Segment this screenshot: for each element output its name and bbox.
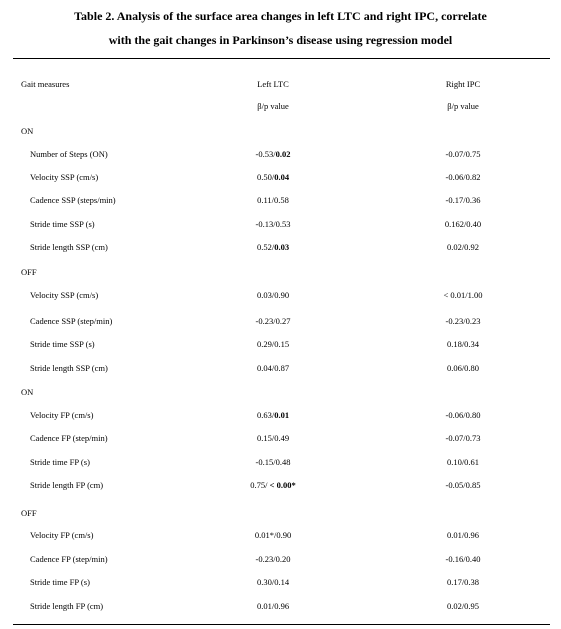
table-row: [0, 149, 561, 163]
table-title-line-2: with the gait changes in Parkinson’s disease using regression model: [108, 33, 453, 47]
right-ipc-value: -0.16/0.40: [445, 554, 481, 564]
left-ltc-value: [213, 363, 333, 373]
gait-measure-label: Cadence SSP (step/min): [30, 316, 113, 326]
left-ltc-beta: 0.04/: [256, 363, 275, 373]
table-row: [0, 480, 561, 494]
gait-measure-label: Stride length FP (cm): [30, 480, 104, 490]
left-ltc-value: [213, 242, 333, 252]
right-ipc-value: -0.17/0.36: [445, 195, 481, 205]
table-row: [0, 195, 561, 209]
left-ltc-beta: 0.01*/: [254, 530, 277, 540]
table-row: [0, 457, 561, 471]
section-label: OFF: [21, 267, 37, 277]
gait-measure-label: Stride length SSP (cm): [30, 242, 108, 252]
left-ltc-beta: 0.63/: [256, 410, 275, 420]
right-ipc-value: 0.02/0.92: [446, 242, 480, 252]
left-ltc-value: [213, 530, 333, 540]
left-ltc-p-value: 0.58: [274, 195, 289, 205]
header-right-ipc: Right IPC: [445, 79, 481, 89]
right-ipc-value: 0.17/0.38: [446, 577, 480, 587]
right-ipc-value: 0.02/0.95: [446, 601, 480, 611]
left-ltc-beta: 0.50/: [256, 172, 275, 182]
section-label: OFF: [21, 508, 37, 518]
right-ipc-value: 0.06/0.80: [446, 363, 480, 373]
section-label: ON: [21, 387, 34, 397]
left-ltc-p-value: 0.53: [275, 219, 291, 229]
gait-measure-label: Velocity FP (cm/s): [30, 410, 94, 420]
left-ltc-value: [213, 219, 333, 229]
left-ltc-beta: 0.15/: [256, 433, 275, 443]
table-row: [0, 339, 561, 353]
left-ltc-beta: -0.53/: [255, 149, 276, 159]
left-ltc-value: [213, 410, 333, 420]
left-ltc-value: [213, 290, 333, 300]
right-ipc-value: -0.23/0.23: [445, 316, 481, 326]
table-row: [0, 577, 561, 591]
left-ltc-value: [213, 554, 333, 564]
left-ltc-value: [213, 316, 333, 326]
left-ltc-value: [213, 601, 333, 611]
left-ltc-p-value: 0.03: [274, 242, 290, 252]
left-ltc-p-value: 0.49: [274, 433, 290, 443]
left-ltc-value: [213, 457, 333, 467]
left-ltc-p-value: 0.90: [274, 290, 290, 300]
right-ipc-value: 0.10/0.61: [446, 457, 480, 467]
left-ltc-p-value: 0.04: [274, 172, 290, 182]
left-ltc-p-value: < 0.00*: [269, 480, 296, 490]
header-gait-measures: Gait measures: [21, 79, 70, 89]
left-ltc-p-value: 0.14: [274, 577, 290, 587]
gait-measure-label: Stride time FP (s): [30, 457, 90, 467]
table-row: [0, 530, 561, 544]
left-ltc-beta: -0.13/: [255, 219, 276, 229]
table-top-rule: [13, 58, 550, 59]
gait-measure-label: Number of Steps (ON): [30, 149, 108, 159]
left-ltc-p-value: 0.96: [274, 601, 290, 611]
left-ltc-beta: -0.15/: [255, 457, 276, 467]
left-ltc-beta: -0.23/: [255, 316, 276, 326]
gait-measure-label: Stride length FP (cm): [30, 601, 104, 611]
table-row: [0, 433, 561, 447]
gait-measure-label: Stride time SSP (s): [30, 339, 95, 349]
table-row: [0, 363, 561, 377]
left-ltc-value: [213, 433, 333, 443]
table-row: [0, 290, 561, 304]
table-row: [0, 410, 561, 424]
right-ipc-value: -0.07/0.73: [445, 433, 481, 443]
gait-measure-label: Stride length SSP (cm): [30, 363, 108, 373]
header-left-ltc-stat: β/p value: [257, 101, 289, 111]
table-row: [0, 219, 561, 233]
gait-measure-label: Velocity FP (cm/s): [30, 530, 94, 540]
left-ltc-value: [213, 480, 333, 490]
gait-measure-label: Cadence FP (step/min): [30, 554, 108, 564]
left-ltc-beta: 0.03/: [256, 290, 275, 300]
left-ltc-beta: 0.75/: [250, 480, 270, 490]
right-ipc-value: -0.06/0.80: [445, 410, 481, 420]
right-ipc-value: -0.05/0.85: [445, 480, 481, 490]
left-ltc-p-value: 0.27: [275, 316, 291, 326]
right-ipc-value: 0.18/0.34: [446, 339, 480, 349]
gait-measure-label: Cadence SSP (steps/min): [30, 195, 116, 205]
right-ipc-value: -0.06/0.82: [445, 172, 481, 182]
left-ltc-p-value: 0.20: [275, 554, 291, 564]
left-ltc-value: [213, 577, 333, 587]
left-ltc-p-value: 0.90: [276, 530, 292, 540]
left-ltc-p-value: 0.02: [275, 149, 291, 159]
left-ltc-beta: -0.23/: [255, 554, 276, 564]
left-ltc-p-value: 0.48: [275, 457, 291, 467]
left-ltc-beta: 0.52/: [256, 242, 275, 252]
header-right-ipc-stat: β/p value: [447, 101, 479, 111]
left-ltc-value: [213, 195, 333, 205]
table-title-line-1: Table 2. Analysis of the surface area changes in left LTC and right IPC, correlate: [74, 9, 487, 23]
header-left-ltc: Left LTC: [257, 79, 289, 89]
gait-measure-label: Cadence FP (step/min): [30, 433, 108, 443]
left-ltc-beta: 0.29/: [256, 339, 275, 349]
left-ltc-p-value: 0.01: [274, 410, 290, 420]
right-ipc-value: -0.07/0.75: [445, 149, 481, 159]
table-row: [0, 316, 561, 330]
gait-measure-label: Velocity SSP (cm/s): [30, 172, 99, 182]
left-ltc-beta: 0.30/: [256, 577, 275, 587]
left-ltc-beta: 0.01/: [256, 601, 275, 611]
left-ltc-p-value: 0.87: [274, 363, 290, 373]
left-ltc-value: [213, 339, 333, 349]
table-bottom-rule: [13, 624, 550, 625]
table-row: [0, 172, 561, 186]
right-ipc-value: 0.01/0.96: [446, 530, 480, 540]
right-ipc-value: < 0.01/1.00: [443, 290, 483, 300]
gait-measure-label: Stride time SSP (s): [30, 219, 95, 229]
left-ltc-value: [213, 172, 333, 182]
right-ipc-value: 0.162/0.40: [444, 219, 482, 229]
table-row: [0, 554, 561, 568]
section-label: ON: [21, 126, 34, 136]
table-row: [0, 601, 561, 615]
gait-measure-label: Stride time FP (s): [30, 577, 90, 587]
left-ltc-value: [213, 149, 333, 159]
table-row: [0, 242, 561, 256]
left-ltc-beta: 0.11/: [257, 195, 275, 205]
left-ltc-p-value: 0.15: [274, 339, 290, 349]
gait-measure-label: Velocity SSP (cm/s): [30, 290, 99, 300]
